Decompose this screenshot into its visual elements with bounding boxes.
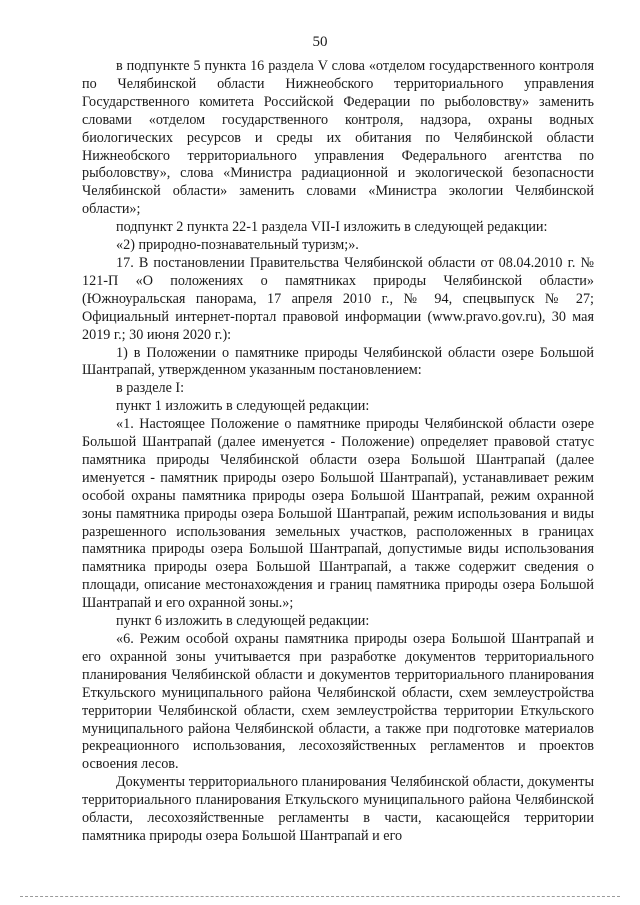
paragraph: в разделе I: xyxy=(116,380,185,397)
paragraph: подпункт 2 пункта 22-1 раздела VII-I изложить в следующей редакции: xyxy=(116,219,548,236)
paragraph: 1) в Положении о памятнике природы Челябинской области озере Большой Шантрапай, утвержденном указанным постановлением: xyxy=(82,344,594,379)
paragraph: пункт 1 изложить в следующей редакции: xyxy=(116,398,370,415)
document-body xyxy=(82,58,594,846)
paragraph: «1. Настоящее Положение о памятнике природы Челябинской области озере Большой Шантрапай (далее именуется - Положение) определяет правовой статус памятника природы Челябинской области озера Большой Шантрапай (далее именуется - памятник природы озеро Большой Шантрапай), устанавливает режим особой охраны памятника природы озера Большой Шантрапай, режим охранной зоны памятника природы озера Большой Шантрапай, режим использования и виды разрешенного использования земельных участков, расположенных в границах памятника природы озера Большой Шантрапай, допустимые виды использования памятника природы озера Большой Шантрапай, а также содержит сведения о площади, описание местонахождения и границ памятника природы озера Большой Шантрапай и его охранной зоны.»; xyxy=(82,416,594,612)
page-number: 50 xyxy=(312,34,328,50)
paragraph: 17. В постановлении Правительства Челябинской области от 08.04.2010 г. № 121-П «О положениях о памятниках природы Челябинской области» (Южноуральская панорама, 17 апреля 2010 г., № 94, спецвыпуск № 27; Официальный интернет-портал правовой информации (www.pravo.gov.ru), 30 мая 2019 г.; 30 июня 2020 г.): xyxy=(82,254,594,343)
paragraph: «2) природно-познавательный туризм;». xyxy=(116,237,359,254)
paragraph: пункт 6 изложить в следующей редакции: xyxy=(116,613,370,630)
paragraph: Документы территориального планирования Челябинской области, документы территориального планирования Еткульского муниципального района Челябинской области, лесохозяйственные регламенты в части, касающейся территории памятника природы озера Большой Шантрапай и его xyxy=(82,774,594,844)
paragraph: «6. Режим особой охраны памятника природы озера Большой Шантрапай и его охранной зоны учитывается при разработке документов территориального планирования Челябинской области и документов территориального планирования Еткульского муниципального района Челябинской области, схем землеустройства территории Челябинской области, схем землеустройства территории Еткульского муниципального района Челябинской области, а также при подготовке материалов рекреационного использования, лесохозяйственных регламентов и проектов освоения лесов. xyxy=(82,631,594,773)
page-bottom-rule xyxy=(20,896,620,897)
paragraph: в подпункте 5 пункта 16 раздела V слова «отделом государственного контроля по Челябинской области Нижнеобского территориального управления Государственного комитета Российской Федерации по рыболовству» заменить словами «отделом государственного контроля, надзора, охраны водных биологических ресурсов и среды их обитания по Челябинской области Нижнеобского территориального управления Федерального агентства по рыболовству», слова «Министра радиационной и экологической безопасности Челябинской области» заменить словами «Министра экологии Челябинской области»; xyxy=(82,58,594,218)
